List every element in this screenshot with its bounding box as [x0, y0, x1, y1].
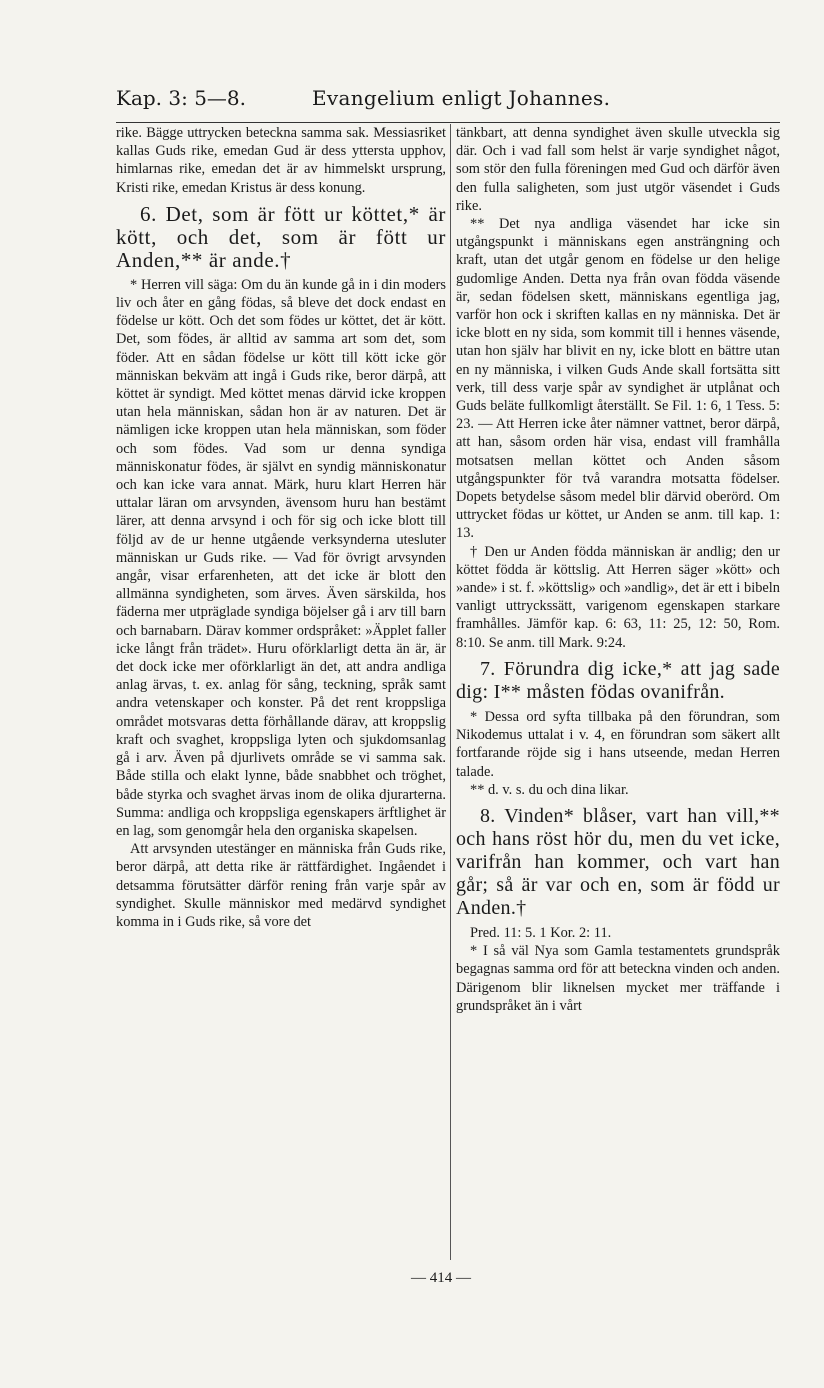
book-title: Evangelium enligt Johannes.: [312, 86, 611, 110]
footnote-paragraph: * I så väl Nya som Gamla testamentets grundspråk begagnas samma ord för att beteckna vinden och anden. Därigenom blir liknelsen mycket mer träffande i grundspråket än i vårt: [456, 943, 780, 1014]
left-column: [116, 124, 446, 931]
footnote-paragraph: * Dessa ord syfta tillbaka på den förundran, som Nikodemus uttalat i v. 4, en förundran som säkert allt fortfarande röjde sig i hans utseende, medan Herren talade.: [456, 708, 780, 780]
paragraph: rike. Bägge uttrycken beteckna samma sak. Messiasriket kallas Guds rike, emedan Gud är dess yttersta upphov, himlarnas rike, emedan det är av himmelskt ursprung, Kristi rike, emedan Kristus är dess konung.: [116, 125, 446, 196]
right-column: [456, 124, 780, 1015]
header-rule: [116, 122, 780, 123]
footnote-paragraph: † Den ur Anden födda människan är andlig; den ur köttet födda är köttslig. Att Herren säger »kött» och »ande» i st. f. »köttslig» och »andlig», det är ett i bibeln vanligt uttryckssätt, varigenom egenskapen starkare framhålles. Jämför kap. 6: 63, 11: 25, 12: 50, Rom. 8:10. Se anm. till Mark. 9:24.: [456, 543, 780, 651]
verse-6: 6. Det, som är fött ur köttet,* är kött, och det, som är fött ur Anden,** är ande.†: [116, 201, 446, 272]
chapter-reference: Kap. 3: 5—8.: [116, 86, 247, 110]
running-header: [116, 86, 780, 116]
footnote-paragraph: ** d. v. s. du och dina likar.: [470, 781, 629, 798]
verse-7: 7. Förundra dig icke,* att jag sade dig: I** måsten födas ovanifrån.: [456, 657, 780, 703]
paragraph: Att arvsynden utestänger en människa från Guds rike, beror därpå, att detta rike är rättfärdighet. Ingåendet i detsamma förutsätter därför rening från varje spår av syndighet. Skulle människor med medärvd syndighet komma in i Guds rike, så vore det: [116, 841, 446, 930]
cross-reference: Pred. 11: 5. 1 Kor. 2: 11.: [470, 924, 612, 941]
footnote-paragraph: ** Det nya andliga väsendet har icke sin utgångspunkt i människans egen ansträngning och kraft, utan det utgår genom en födelse ur den helige gudomlige Anden. Detta nya från ovan födda väsende är, sedan födelsen skett, människans egentliga jag, varför hon ock i skriften kallas en ny människa. Det är icke blott en ny sida, som kommit till i hennes väsende, utan hon själv har blivit en ny, icke blott en bättre utan en ny människa, i vilken Guds Ande skall fortsätta sitt verk, till dess varje spår av syndighet är utplånat och Guds beläte fullkomligt återställt. Se Fil. 1: 6, 1 Tess. 5: 23. — Att Herren icke åter nämner vattnet, beror därpå, att han, såsom orden här visa, endast vill framhålla motsatsen mellan köttet och Anden såsom utgångspunkter för två varandra motsatta födelser. Dopets betydelse såsom medel blir därvid oberörd. Om uttrycket födas ur köttet, ur Anden se anm. till kap. 1: 13.: [456, 216, 780, 542]
footnote-paragraph: * Herren vill säga: Om du än kunde gå in i din moders liv och åter en gång födas, så bleve det dock endast en födelse ur kött. Och det som födes ur köttet, det är kött. Det, som födes, är alltid av samma art som det, som föder. Att en sådan födelse ur kött till kött icke gör människan bekväm att ingå i Guds rike, beror därpå, att köttet är syndigt. Med köttet menas därvid icke kroppen utan hela människan, sådan hon är av naturen. Det är nämligen icke kroppen utan hela människan, som föder och som födes. Vad som ur denna syndiga människonatur födes, är självt en syndig människonatur och kan icke vara annat. Märk, huru klart Herren här uttalar läran om arvsynden, ävensom huru han bestämt lärer, att denna arvsynd i och för sig och icke blott till följd av de ur henne utgående verksynderna utesluter människan ur Guds rike. — Vad för övrigt arvsynden angår, visar erfarenheten, att det icke är blott den allmänna syndigheten, som ärves. Även särskilda, hos fäderna mer utpräglade syndiga böjelser gå i arv till barn och barnabarn. Därav kommer ordspråket: »Äpplet faller icke långt från trädet». Huru oförklarligt detta än är, är det dock icke mer oförklarligt än det, att andra andliga anlag ärvas, t. ex. anlag för sång, teckning, språk samt andra vetenskaper och konster. På det rent kroppsliga området motsvaras detta förhållande därav, att kroppslig kraft och svaghet, kroppsliga lyten och sjukdomsanlag gå i arv. Även på djurlivets område se vi samma sak. Både stilla och elakt lynne, både snabbhet och tröghet, både styrka och svaghet ärvas inom de olika djurarterna. Summa: andliga och kroppsliga egenskapers ärftlighet är en lag, som genomgår hela den organiska skapelsen.: [116, 276, 446, 839]
column-divider: [450, 124, 451, 1260]
page-number: — 414 —: [411, 1270, 471, 1286]
paragraph: tänkbart, att denna syndighet även skulle utveckla sig där. Och i vad fall som helst är varje syndighet något, som stör den fulla föreningen med Gud och därför även den fulla saligheten, som just utgör väsendet i Guds rike.: [456, 125, 780, 214]
verse-8: 8. Vinden* blåser, vart han vill,** och hans röst hör du, men du vet icke, varifrån han kommer, och vart han går; så är var och en, som är född ur Anden.†: [456, 804, 780, 919]
